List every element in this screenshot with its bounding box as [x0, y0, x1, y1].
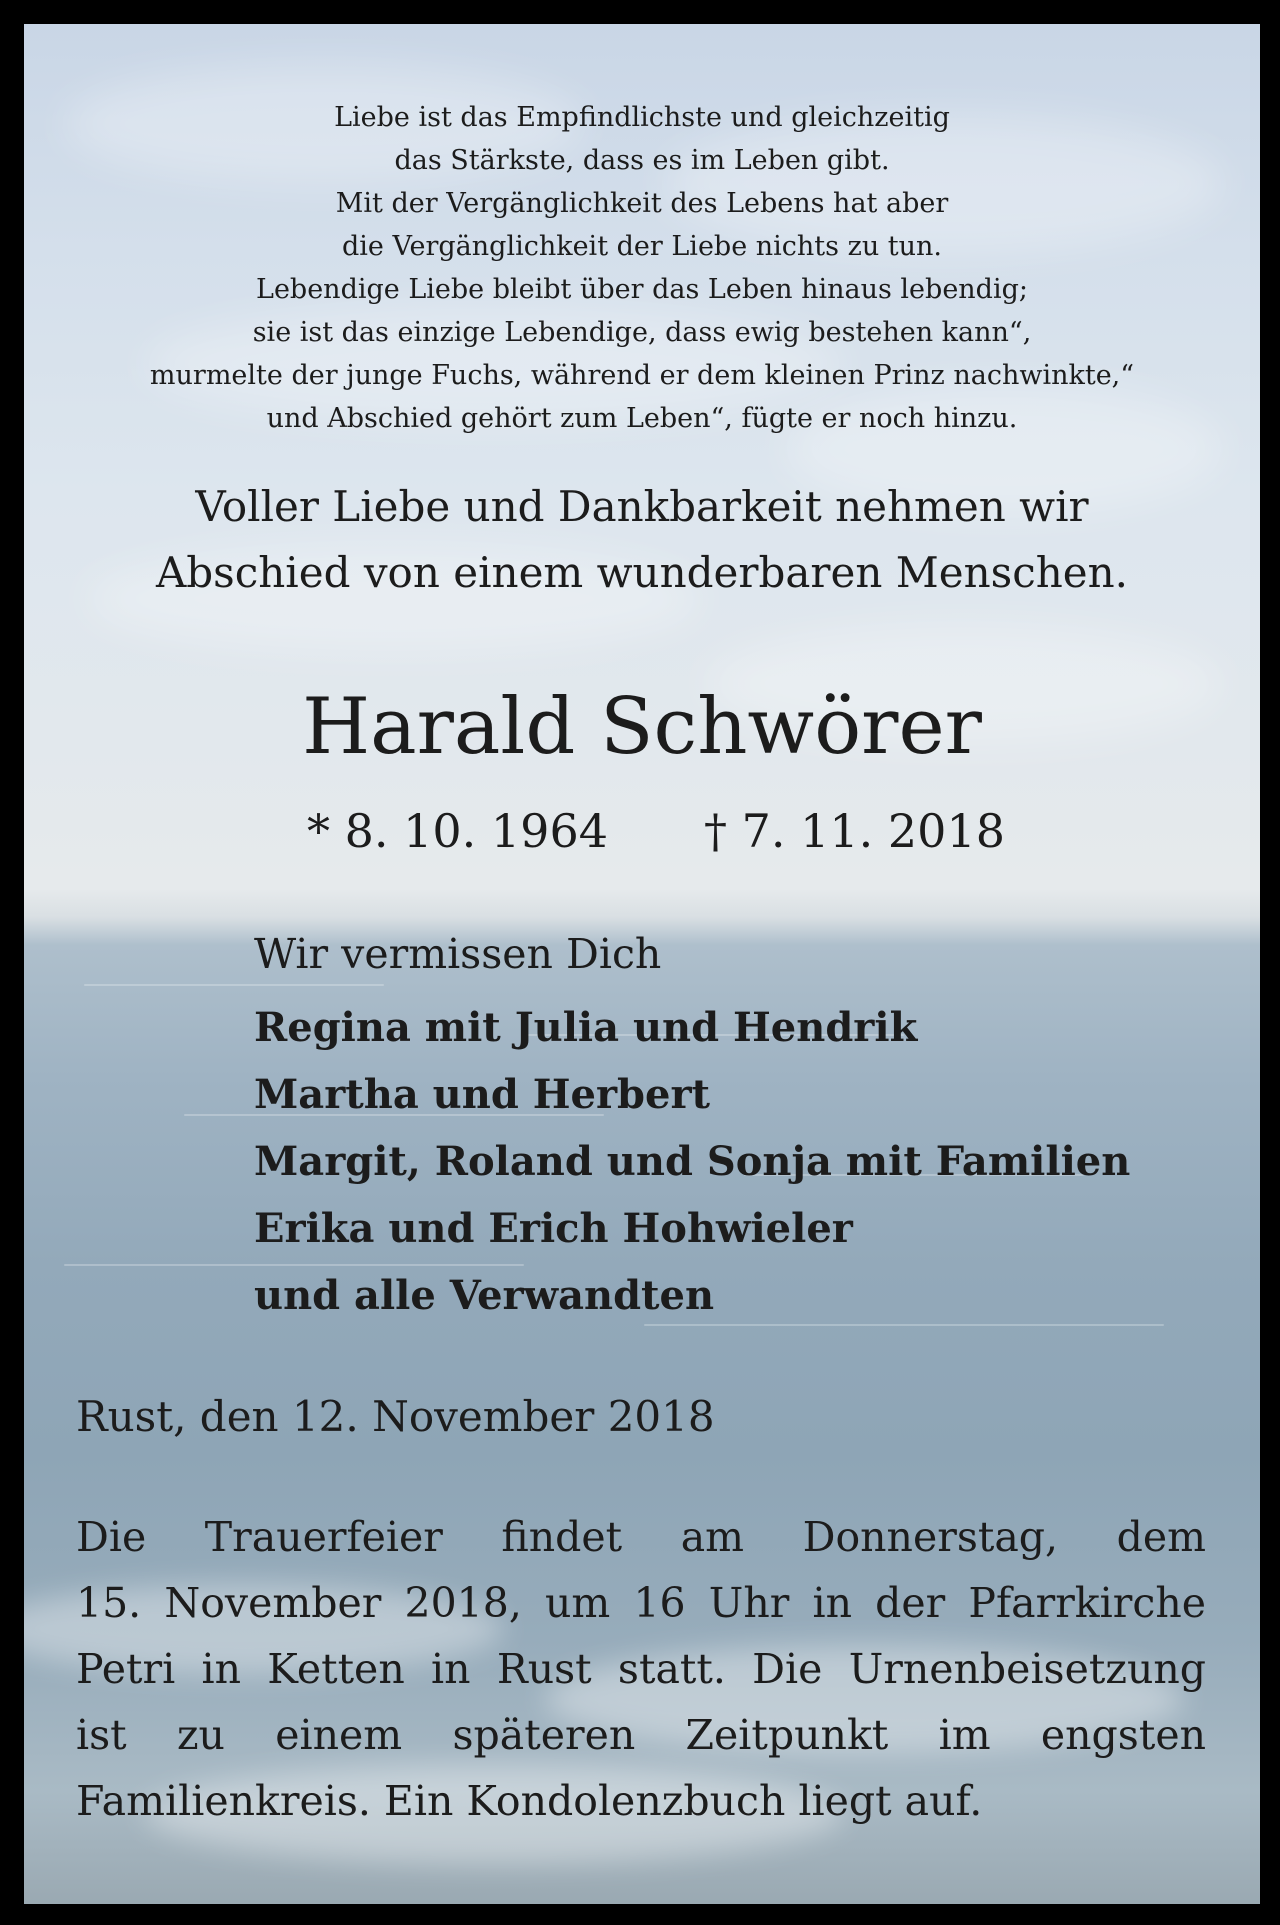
intro-text	[24, 474, 1260, 606]
intro-line: Voller Liebe und Dankbarkeit nehmen wir	[195, 482, 1089, 531]
poem-line: sie ist das einzige Lebendige, dass ewig bestehen kann“,	[252, 317, 1032, 348]
mourner-name: Erika und Erich Hohwieler	[254, 1205, 853, 1252]
mourner-name: Regina mit Julia und Hendrik	[254, 1004, 918, 1051]
service-line: 15. November 2018, um 16 Uhr in der Pfarrkirche	[76, 1579, 1206, 1627]
mourner-name: Margit, Roland und Sonja mit Familien	[254, 1138, 1131, 1185]
poem-line: und Abschied gehört zum Leben“, fügte er noch hinzu.	[266, 403, 1018, 434]
service-line: Familienkreis. Ein Kondolenzbuch liegt auf.	[76, 1777, 983, 1825]
poem-line: Lebendige Liebe bleibt über das Leben hinaus lebendig;	[256, 274, 1028, 305]
poem-line: das Stärkste, dass es im Leben gibt.	[394, 145, 890, 176]
death-date: † 7. 11. 2018	[704, 804, 1005, 858]
intro-line: Abschied von einem wunderbaren Menschen.	[155, 548, 1129, 597]
poem	[24, 96, 1260, 440]
notice-content	[24, 24, 1260, 1904]
service-line: Petri in Ketten in Rust statt. Die Urnenbeisetzung	[76, 1645, 1206, 1693]
service-line: ist zu einem späteren Zeitpunkt im engsten	[76, 1711, 1206, 1759]
poem-line: Liebe ist das Empfindlichste und gleichzeitig	[334, 102, 950, 133]
deceased-name: Harald Schwörer	[302, 682, 982, 772]
place-date: Rust, den 12. November 2018	[76, 1392, 715, 1441]
mourner-name: Martha und Herbert	[254, 1071, 711, 1118]
service-info	[76, 1504, 1206, 1834]
mourner-name: und alle Verwandten	[254, 1272, 715, 1319]
birth-date: * 8. 10. 1964	[307, 804, 608, 858]
poem-line: die Vergänglichkeit der Liebe nichts zu tun.	[342, 231, 942, 262]
poem-line: murmelte der junge Fuchs, während er dem kleinen Prinz nachwinkte,“	[149, 360, 1135, 391]
mourners-heading: Wir vermissen Dich	[254, 930, 662, 978]
sea-sky-background	[24, 24, 1260, 1904]
mourners-list	[254, 994, 1130, 1329]
service-line: Die Trauerfeier findet am Donnerstag, dem	[76, 1513, 1206, 1561]
poem-line: Mit der Vergänglichkeit des Lebens hat aber	[335, 188, 949, 219]
